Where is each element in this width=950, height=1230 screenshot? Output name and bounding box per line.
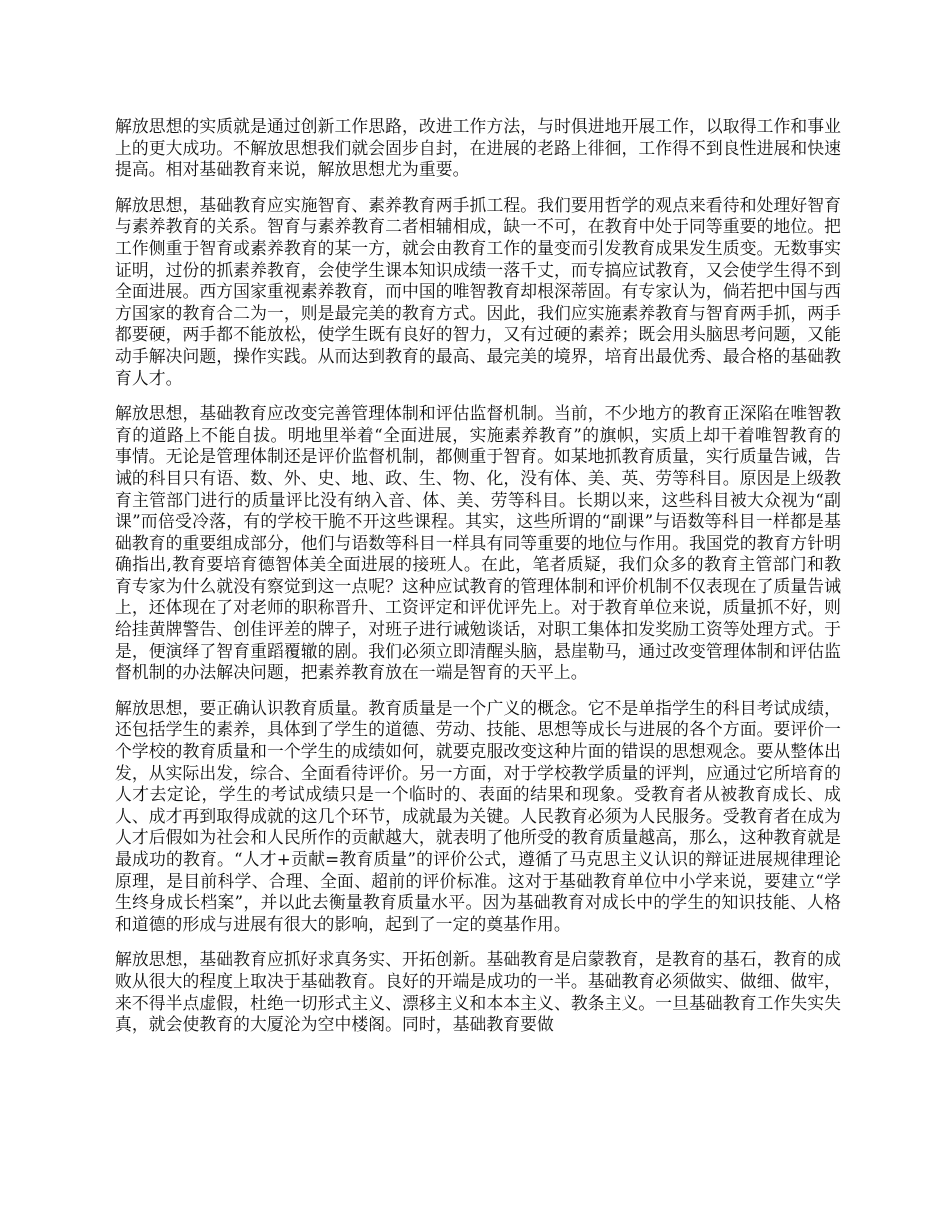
paragraph-2: 解放思想，基础教育应实施智育、素养教育两手抓工程。我们要用哲学的观点来看待和处理好智育与素养教育的关系。智育与素养教育二者相辅相成，缺一不可，在教育中处于同等重要的地位。把工作侧重于智育或素养教育的某一方，就会由教育工作的量变而引发教育成果发生质变。无数事实证明，过份的抓素养教育，会使学生课本知识成绩一落千丈，而专搞应试教育，又会使学生得不到全面进展。西方国家重视素养教育，而中国的唯智教育却根深蒂固。有专家认为，倘若把中国与西方国家的教育合二为一，则是最完美的教育方式。因此，我们应实施素养教育与智育两手抓，两手都要硬，两手都不能放松，使学生既有良好的智力，又有过硬的素养；既会用头脑思考问题，又能动手解决问题，操作实践。从而达到教育的最高、最完美的境界，培育出最优秀、最合格的基础教育人才。 [115,194,841,388]
document-body [115,116,841,1126]
paragraph-3: 解放思想，基础教育应改变完善管理体制和评估监督机制。当前，不少地方的教育正深陷在唯智教育的道路上不能自拔。明地里举着“全面进展，实施素养教育”的旗帜，实质上却干着唯智教育的事情。无论是管理体制还是评价监督机制，都侧重于智育。如某地抓教育质量，实行质量告诫，告诫的科目只有语、数、外、史、地、政、生、物、化，没有体、美、英、劳等科目。原因是上级教育主管部门进行的质量评比没有纳入音、体、美、劳等科目。长期以来，这些科目被大众视为“副课”而倍受冷落，有的学校干脆不开这些课程。其实，这些所谓的“副课”与语数等科目一样都是基础教育的重要组成部分，他们与语数等科目一样具有同等重要的地位与作用。我国党的教育方针明确指出,教育要培育德智体美全面进展的接班人。在此，笔者质疑，我们众多的教育主管部门和教育专家为什么就没有察觉到这一点呢？这种应试教育的管理体制和评价机制不仅表现在了质量告诫上，还体现在了对老师的职称晋升、工资评定和评优评先上。对于教育单位来说，质量抓不好，则给挂黄牌警告、创佳评差的牌子，对班子进行诫勉谈话，对职工集体扣发奖励工资等处理方式。于是，便演绎了智育重蹈覆辙的剧。我们必须立即清醒头脑，悬崖勒马，通过改变管理体制和评估监督机制的办法解决问题，把素养教育放在一端是智育的天平上。 [115,403,841,683]
paragraph-1: 解放思想的实质就是通过创新工作思路，改进工作方法，与时俱进地开展工作，以取得工作和事业上的更大成功。不解放思想我们就会固步自封，在进展的老路上徘徊，工作得不到良性进展和快速提高。相对基础教育来说，解放思想尤为重要。 [115,116,841,180]
paragraph-5: 解放思想，基础教育应抓好求真务实、开拓创新。基础教育是启蒙教育，是教育的基石，教育的成败从很大的程度上取决于基础教育。良好的开端是成功的一半。基础教育必须做实、做细、做牢，来不得半点虚假，杜绝一切形式主义、漂移主义和本本主义、教条主义。一旦基础教育工作失实失真，就会使教育的大厦沦为空中楼阁。同时，基础教育要做 [115,949,841,1035]
paragraph-4: 解放思想，要正确认识教育质量。教育质量是一个广义的概念。它不是单指学生的科目考试成绩，还包括学生的素养，具体到了学生的道德、劳动、技能、思想等成长与进展的各个方面。要评价一个学校的教育质量和一个学生的成绩如何，就要克服改变这种片面的错误的思想观念。要从整体出发，从实际出发，综合、全面看待评价。另一方面，对于学校教学质量的评判，应通过它所培育的人才去定论，学生的考试成绩只是一个临时的、表面的结果和现象。受教育者从被教育成长、成人、成才再到取得成就的这几个环节，成就最为关键。人民教育必须为人民服务。受教育者在成为人才后假如为社会和人民所作的贡献越大，就表明了他所受的教育质量越高，那么，这种教育就是最成功的教育。“人才+贡献=教育质量”的评价公式，遵循了马克思主义认识的辩证进展规律理论原理，是目前科学、合理、全面、超前的评价标准。这对于基础教育单位中小学来说，要建立“学生终身成长档案”，并以此去衡量教育质量水平。因为基础教育对成长中的学生的知识技能、人格和道德的形成与进展有很大的影响，起到了一定的奠基作用。 [115,697,841,934]
